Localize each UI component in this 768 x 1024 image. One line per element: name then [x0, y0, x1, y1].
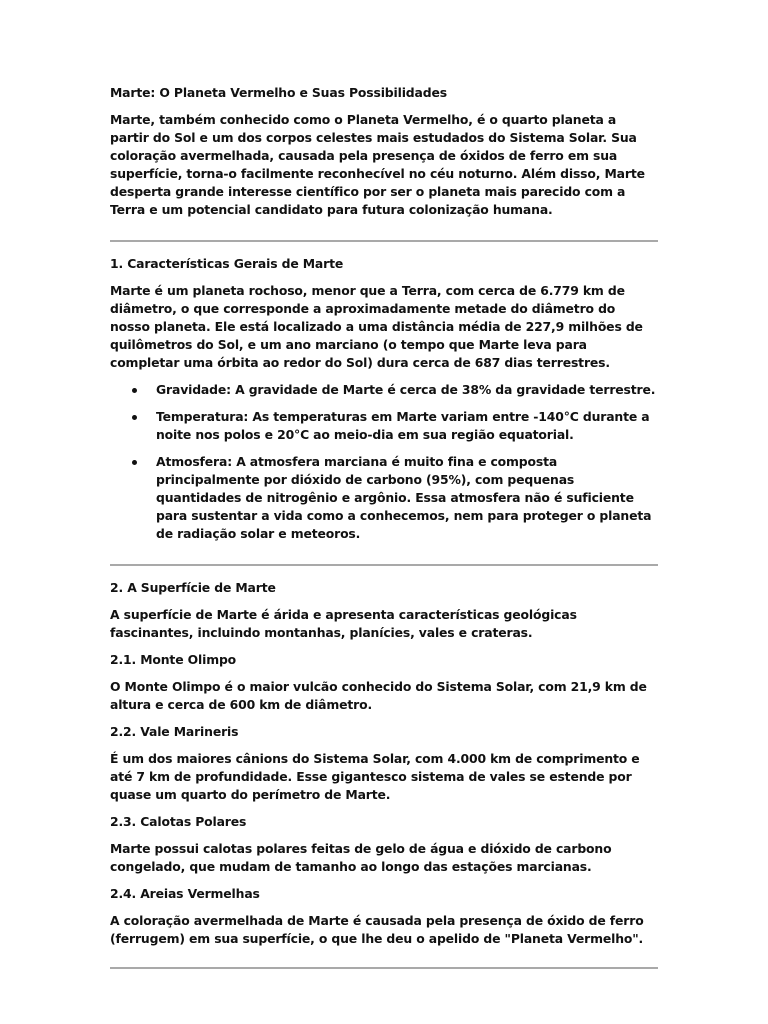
subsection-paragraph-areias-vermelhas: A coloração avermelhada de Marte é causada pela presença de óxido de ferro (ferrugem) em sua superfície, o que lhe deu o apelido de "Planeta Vermelho".: [110, 913, 644, 946]
spacer: [110, 228, 658, 240]
section-2-paragraph: A superfície de Marte é árida e apresenta características geológicas fascinantes, incluindo montanhas, planícies, vales e crateras.: [110, 607, 577, 640]
section-1-heading: 1. Características Gerais de Marte: [110, 256, 344, 271]
subsection-heading-calotas-polares: 2.3. Calotas Polares: [110, 814, 247, 829]
list-item-text: Gravidade: A gravidade de Marte é cerca de 38% da gravidade terrestre.: [156, 382, 656, 397]
list-item-text: Atmosfera: A atmosfera marciana é muito fina e composta principalmente por dióxido de carbono (95%), com pequenas quantidades de nitrogênio e argônio. Essa atmosfera não é suficiente para sustentar a vida como a conhecemos, nem para proteger o planeta de radiação solar e meteoros.: [156, 454, 652, 541]
subsection-paragraph-vale-marineris: É um dos maiores cânions do Sistema Solar, com 4.000 km de comprimento e até 7 km de profundidade. Esse gigantesco sistema de vales se estende por quase um quarto do perímetro de Marte.: [110, 751, 640, 802]
bullet-icon: [132, 460, 137, 465]
subsection-heading-monte-olimpo: 2.1. Monte Olimpo: [110, 652, 237, 667]
subsection-paragraph-calotas-polares: Marte possui calotas polares feitas de gelo de água e dióxido de carbono congelado, que mudam de tamanho ao longo das estações marcianas.: [110, 841, 612, 874]
subsection-heading-vale-marineris: 2.2. Vale Marineris: [110, 724, 239, 739]
spacer: [110, 552, 658, 564]
list-item-text: Temperatura: As temperaturas em Marte variam entre -140°C durante a noite nos polos e 20°C ao meio-dia em sua região equatorial.: [156, 409, 650, 442]
subsection-heading-areias-vermelhas: 2.4. Areias Vermelhas: [110, 886, 260, 901]
spacer: [110, 242, 658, 255]
list-item: [110, 408, 658, 444]
subsection-paragraph-monte-olimpo: O Monte Olimpo é o maior vulcão conhecido do Sistema Solar, com 21,9 km de altura e cerca de 600 km de diâmetro.: [110, 679, 647, 712]
section-divider: [110, 967, 658, 969]
list-item: [110, 453, 658, 543]
section-2-heading: 2. A Superfície de Marte: [110, 580, 276, 595]
characteristics-list: [110, 381, 658, 543]
bullet-icon: [132, 388, 137, 393]
spacer: [110, 957, 658, 967]
spacer: [110, 566, 658, 579]
document-page: [110, 84, 658, 969]
intro-paragraph: Marte, também conhecido como o Planeta Vermelho, é o quarto planeta a partir do Sol e um dos corpos celestes mais estudados do Sistema Solar. Sua coloração avermelhada, causada pela presença de óxidos de ferro em sua superfície, torna-o facilmente reconhecível no céu noturno. Além disso, Marte desperta grande interesse científico por ser o planeta mais parecido com a Terra e um potencial candidato para futura colonização humana.: [110, 112, 645, 217]
bullet-icon: [132, 415, 137, 420]
document-title: Marte: O Planeta Vermelho e Suas Possibilidades: [110, 85, 447, 100]
list-item: [110, 381, 658, 399]
section-1-paragraph: Marte é um planeta rochoso, menor que a Terra, com cerca de 6.779 km de diâmetro, o que corresponde a aproximadamente metade do diâmetro do nosso planeta. Ele está localizado a uma distância média de 227,9 milhões de quilômetros do Sol, e um ano marciano (o tempo que Marte leva para completar uma órbita ao redor do Sol) dura cerca de 687 dias terrestres.: [110, 283, 643, 370]
